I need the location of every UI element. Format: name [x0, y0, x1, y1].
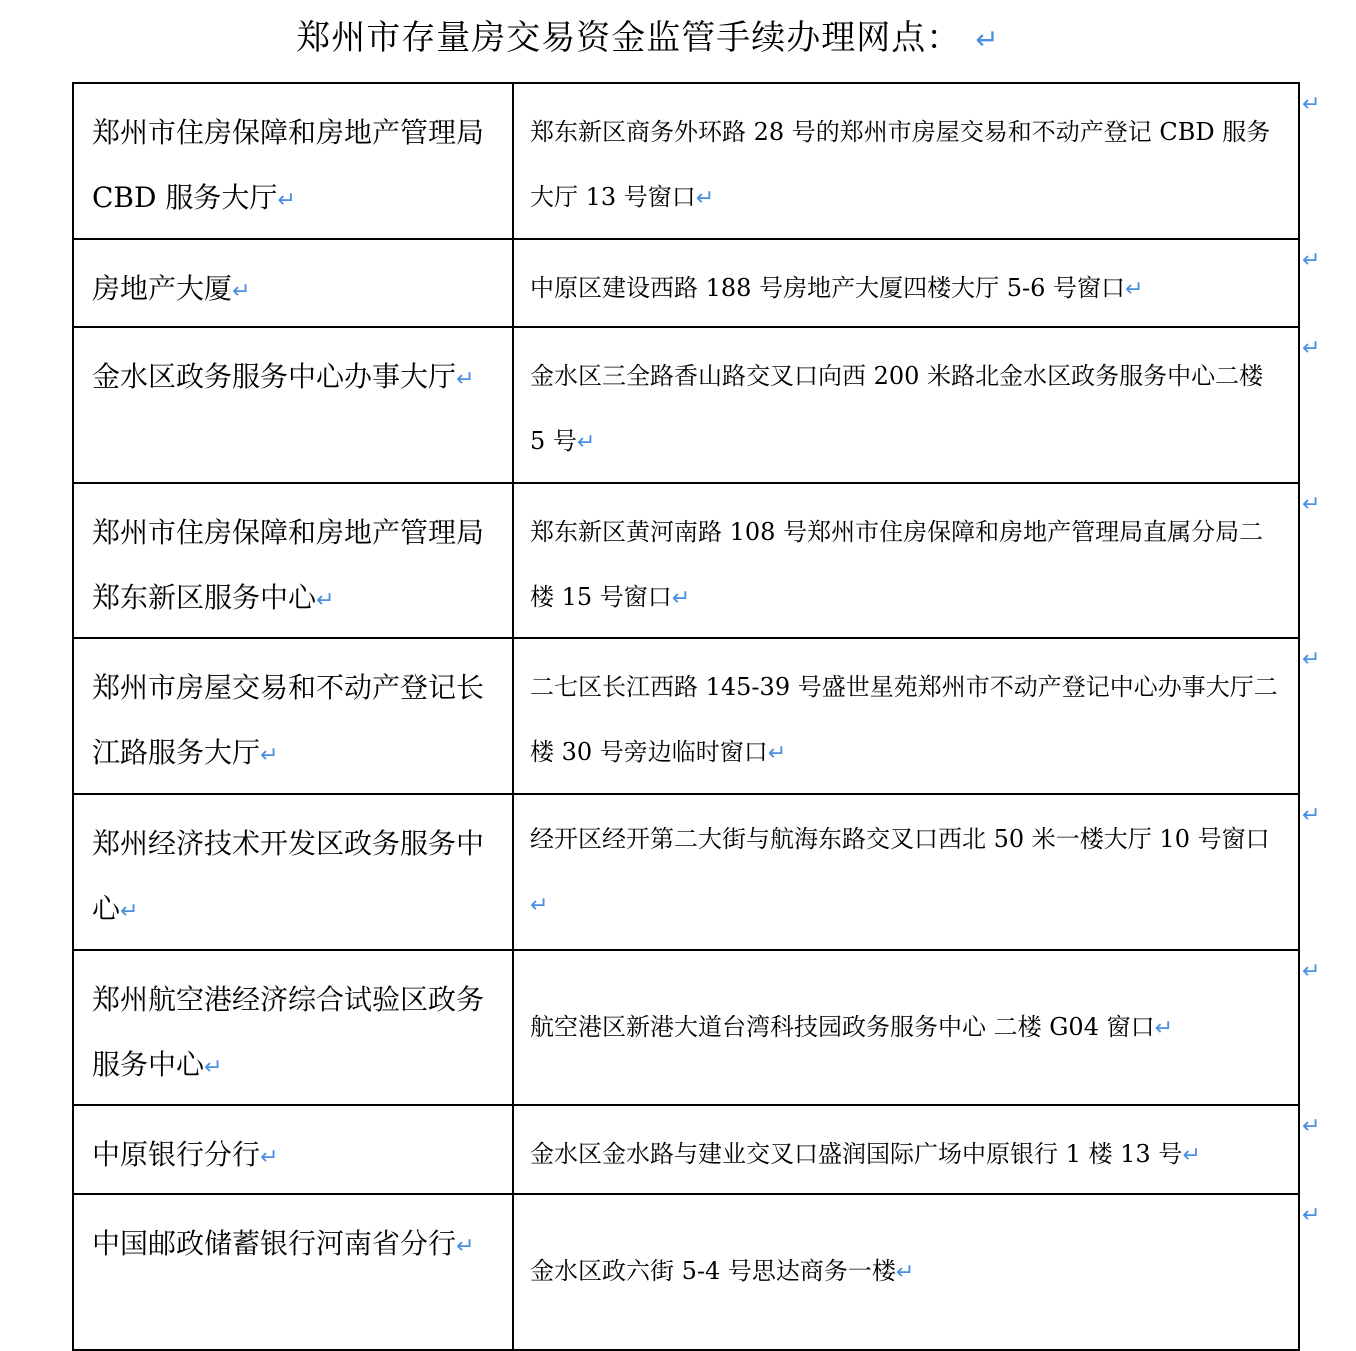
site-address-cell: [513, 239, 1299, 327]
row-end-mark-icon: ↵: [1302, 492, 1321, 517]
site-address-cell: [513, 950, 1299, 1105]
site-address-cell: [513, 327, 1299, 483]
service-sites-table: [72, 82, 1300, 1351]
site-address-cell: [513, 1194, 1299, 1350]
paragraph-mark-icon: ↵: [260, 1145, 279, 1170]
site-address: 航空港区新港大道台湾科技园政务服务中心 二楼 G04 窗口: [530, 1012, 1155, 1041]
site-name: 金水区政务服务中心办事大厅: [92, 360, 457, 393]
table-row: [73, 1105, 1299, 1194]
site-address: 经开区经开第二大街与航海东路交叉口西北 50 米一楼大厅 10 号窗口: [530, 824, 1270, 853]
table-row: [73, 1194, 1299, 1350]
row-end-mark-icon: ↵: [1302, 1203, 1321, 1228]
paragraph-mark-icon: ↵: [260, 743, 279, 768]
site-address-cell: [513, 483, 1299, 638]
paragraph-mark-icon: ↵: [695, 186, 715, 211]
site-name-cell: [73, 638, 513, 794]
row-end-mark-icon: ↵: [1302, 92, 1321, 117]
paragraph-mark-icon: ↵: [576, 430, 596, 455]
site-address-cell: [513, 638, 1299, 794]
site-name-cell: [73, 794, 513, 950]
site-name: 郑州航空港经济综合试验区政务服务中心: [92, 983, 485, 1081]
paragraph-mark-icon: ↵: [1154, 1015, 1174, 1041]
site-address: 中原区建设西路 188 号房地产大厦四楼大厅 5-6 号窗口: [530, 274, 1125, 302]
paragraph-mark-icon: ↵: [232, 279, 251, 304]
paragraph-mark-icon: ↵: [671, 586, 691, 611]
paragraph-mark-icon: ↵: [456, 1234, 475, 1259]
site-name-cell: [73, 1194, 513, 1350]
row-end-mark-icon: ↵: [1302, 959, 1321, 984]
paragraph-mark-icon: ↵: [120, 899, 139, 924]
site-name: 中国邮政储蓄银行河南省分行: [92, 1227, 457, 1260]
site-name: 郑州市住房保障和房地产管理局 CBD 服务大厅: [92, 116, 485, 214]
table-row: [73, 83, 1299, 239]
site-name: 房地产大厦: [92, 272, 233, 305]
paragraph-mark-icon: ↵: [316, 588, 335, 613]
site-name: 郑州市房屋交易和不动产登记长江路服务大厅: [92, 671, 485, 769]
site-address-cell: [513, 794, 1299, 950]
row-end-mark-icon: ↵: [1302, 248, 1321, 273]
site-name-cell: [73, 83, 513, 239]
site-name: 郑州市住房保障和房地产管理局郑东新区服务中心: [92, 516, 485, 614]
site-address: 郑东新区黄河南路 108 号郑州市住房保障和房地产管理局直属分局二楼 15 号窗口: [530, 518, 1264, 611]
row-end-mark-icon: ↵: [1302, 803, 1321, 828]
site-name: 郑州经济技术开发区政务服务中心: [92, 827, 485, 925]
site-name-cell: [73, 1105, 513, 1194]
paragraph-mark-icon: ↵: [277, 188, 296, 213]
site-address: 金水区金水路与建业交叉口盛润国际广场中原银行 1 楼 13 号: [530, 1140, 1183, 1168]
row-end-mark-icon: ↵: [1302, 647, 1321, 672]
paragraph-mark-icon: ↵: [204, 1055, 223, 1080]
paragraph-mark-icon: ↵: [456, 367, 475, 392]
page-title: [0, 14, 1296, 64]
paragraph-mark-icon: ↵: [1182, 1143, 1201, 1168]
site-name-cell: [73, 327, 513, 483]
site-address-cell: [513, 83, 1299, 239]
site-address: 金水区三全路香山路交叉口向西 200 米路北金水区政务服务中心二楼 5 号: [530, 362, 1264, 455]
site-name-cell: [73, 239, 513, 327]
table-row: [73, 950, 1299, 1105]
site-address: 二七区长江西路 145-39 号盛世星苑郑州市不动产登记中心办事大厅二楼 30 号旁边临时窗口: [530, 673, 1278, 766]
paragraph-mark-icon: ↵: [767, 741, 787, 766]
table-row: [73, 483, 1299, 638]
paragraph-mark-icon: ↵: [1124, 277, 1144, 302]
table-row: [73, 638, 1299, 794]
site-name-cell: [73, 950, 513, 1105]
site-name: 中原银行分行: [92, 1138, 261, 1171]
table-row: [73, 327, 1299, 483]
title-text: 郑州市存量房交易资金监管手续办理网点：: [296, 18, 962, 58]
table-row: [73, 794, 1299, 950]
paragraph-mark-icon: ↵: [530, 892, 549, 918]
paragraph-mark-icon: ↵: [975, 23, 1000, 56]
site-name-cell: [73, 483, 513, 638]
table-row: [73, 239, 1299, 327]
row-end-mark-icon: ↵: [1302, 1114, 1321, 1139]
site-address-cell: [513, 1105, 1299, 1194]
row-end-mark-icon: ↵: [1302, 336, 1321, 361]
paragraph-mark-icon: ↵: [895, 1260, 915, 1285]
site-address: 郑东新区商务外环路 28 号的郑州市房屋交易和不动产登记 CBD 服务大厅 13 号窗口: [530, 118, 1271, 211]
site-address: 金水区政六街 5-4 号思达商务一楼: [530, 1257, 896, 1285]
